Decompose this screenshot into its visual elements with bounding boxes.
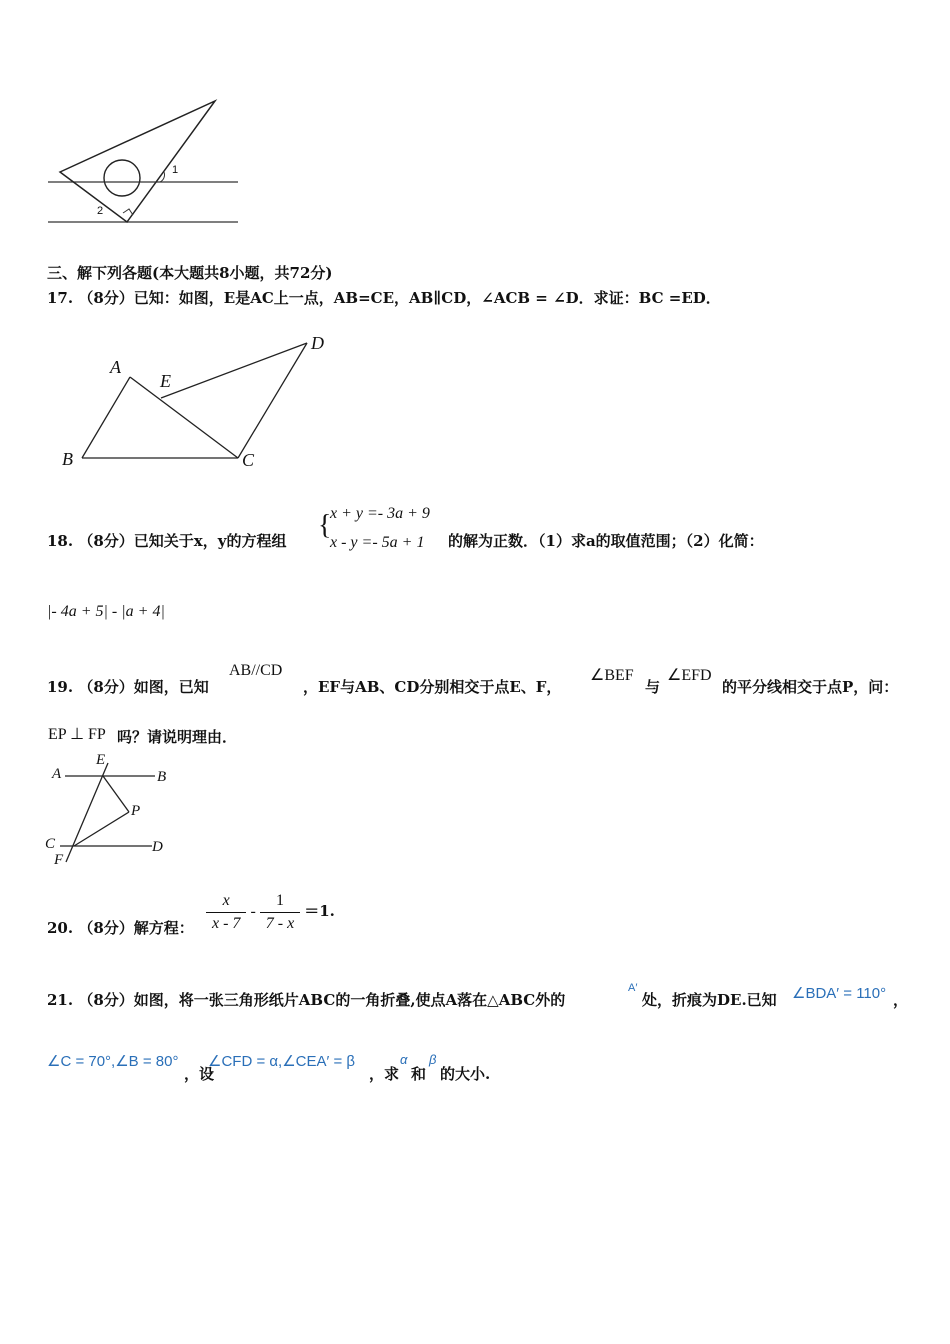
- q21-text-g: 的大小.: [440, 1065, 491, 1083]
- q19-text-d: 的平分线相交于点P，问：: [722, 678, 899, 696]
- segment-FP: [74, 812, 129, 846]
- q20-frac1-num: x: [206, 892, 246, 913]
- q18-expression: |- 4a + 5| - |a + 4|: [47, 603, 165, 620]
- section-title: 三、解下列各题(本大题共8小题，共72分): [47, 264, 333, 282]
- q17-label-C: C: [242, 450, 255, 470]
- q19-score: （8分）: [78, 678, 134, 696]
- q18-brace: {: [318, 510, 332, 541]
- q20-minus: -: [250, 903, 256, 921]
- q19-label-D: D: [152, 839, 163, 855]
- q21-math-a: A′: [628, 982, 638, 994]
- q21-math-b: ∠BDA′ = 110°: [792, 985, 887, 1002]
- q19-text-a: 如图，已知: [133, 678, 209, 696]
- q19-text-b: ，EF与AB、CD分别相交于点E、F，: [303, 678, 562, 696]
- q18-text-before: 已知关于x，y的方程组: [133, 532, 287, 550]
- q17-label-E: E: [160, 371, 171, 391]
- segment-EP: [103, 776, 129, 812]
- q19-text-c: 与: [645, 678, 661, 696]
- q18-eq2: x - y =- 5a + 1: [330, 534, 425, 551]
- q19-label-A: A: [52, 766, 62, 782]
- q20-equation: [206, 892, 335, 933]
- q17-number: 17.: [47, 289, 74, 307]
- q19-math-b: ∠BEF: [590, 667, 634, 684]
- q19-math-a: AB//CD: [229, 662, 283, 679]
- q20-fraction-2: [260, 892, 300, 933]
- q21-math-c: ∠C = 70°,∠B = 80°: [47, 1053, 179, 1070]
- angle-1-label: 1: [172, 164, 179, 176]
- q21-text-c: ，: [893, 991, 909, 1009]
- q17-score: （8分）: [78, 289, 134, 307]
- q21-text-a: 如图，将一张三角形纸片ABC的一角折叠,使点A落在△ABC外的: [133, 991, 566, 1009]
- q17-label-B: B: [62, 449, 73, 469]
- q21-text-d: ，设: [184, 1065, 215, 1083]
- q19-number: 19.: [47, 678, 74, 696]
- line-EF: [66, 763, 108, 862]
- q20-frac1-den: x - 7: [212, 915, 241, 932]
- q20-fraction-1: [206, 892, 246, 933]
- q21-math-e: α: [400, 1052, 408, 1067]
- q21-math-d: ∠CFD = α,∠CEA′ = β: [208, 1053, 356, 1070]
- q21-score: （8分）: [78, 991, 134, 1009]
- q19-math-d: EP ⊥ FP: [48, 726, 106, 743]
- q20-prefix: [47, 917, 194, 938]
- q20-frac2-den: 7 - x: [265, 915, 295, 932]
- q19-label-P: P: [131, 803, 141, 819]
- q20-number: 20.: [47, 919, 74, 937]
- q21-math-f: β: [429, 1052, 437, 1067]
- q21-text-e: ，求: [369, 1065, 400, 1083]
- q17-text: 已知：如图，E是AC上一点，AB=CE，AB∥CD，∠ACB = ∠D．求证：BC =ED．: [133, 289, 721, 307]
- q18-eq1: x + y =- 3a + 9: [330, 505, 430, 522]
- angle-2-label: 2: [97, 205, 104, 217]
- q20-score: （8分）: [78, 919, 134, 937]
- q21-text-f: 和: [411, 1065, 427, 1083]
- q19-text-e: 吗？请说明理由．: [117, 728, 238, 746]
- q19-label-C: C: [45, 836, 56, 852]
- q21-text-b: 处，折痕为DE.已知: [642, 991, 777, 1009]
- q20-frac2-num: 1: [260, 892, 300, 913]
- q21-prefix: [47, 989, 565, 1010]
- q19-label-B: B: [157, 769, 167, 785]
- q17-label-D: D: [311, 333, 324, 353]
- q20-rhs: ＝1.: [304, 902, 335, 921]
- q19-label-F: F: [54, 852, 64, 868]
- q17-label-A: A: [110, 357, 121, 377]
- q20-text: 解方程：: [133, 919, 194, 937]
- q18-score: （8分）: [78, 532, 134, 550]
- q19-math-c: ∠EFD: [667, 667, 712, 684]
- q21-number: 21.: [47, 991, 74, 1009]
- q18-text-after: 的解为正数．（1）求a的取值范围；（2）化简：: [448, 532, 764, 550]
- q19-label-E: E: [96, 752, 106, 768]
- q18-number: 18.: [47, 532, 74, 550]
